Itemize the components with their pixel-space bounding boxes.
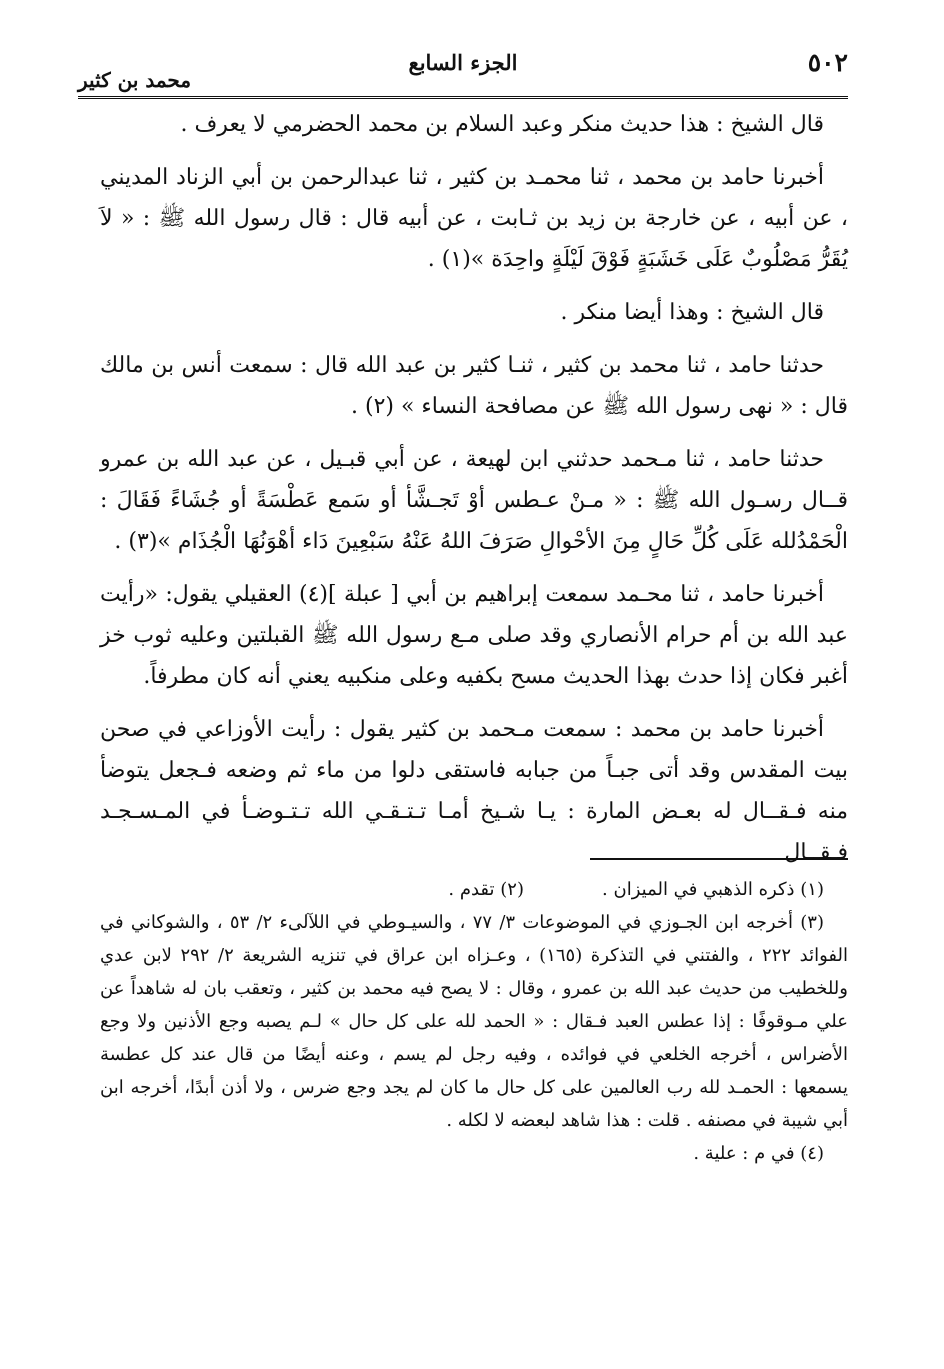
paragraph: أخبرنا حامد ، ثنا محـمد سمعت إبراهيم بن أبي [ عبلة ](٤) العقيلي يقول: «رأيت عبد الله بن أم حرام الأنصاري وقد صلى مـع رسول الله ﷺ القبلتين وعليه ثوب خز أغبر فكان إذا حدث بهذا الحديث مسح بكفيه وعلى منكبيه يعني أنه كان مطرفاً. (100, 582, 848, 689)
page-header (78, 44, 848, 94)
volume-title: الجزء السابع (408, 50, 518, 75)
header-rule (78, 96, 848, 99)
author-name: محمد بن كثير (78, 68, 192, 92)
paragraph: أخبرنا حامد بن محمد : سمعت مـحمد بن كثير يقول : رأيت الأوزاعي في صحن بيت المقدس وقد أتى جبـاً من جبابه فاستقى دلوا من ماء ثم وضعه فـجعل يتوضأ منه فـقــال له بعـض المارة : يـا شـيخ أمـا تـتـقـي الله تـتـوضـأ في المـسـجـد فـقــال (100, 717, 848, 865)
paragraph: قال الشيخ : وهذا أيضا منكر . (560, 300, 824, 325)
footnote-3: (٣) أخرجه ابن الجـوزي في الموضوعات ٣/ ٧٧ ، والسيـوطي في اللآلىء ٢/ ٥٣ ، والشوكاني في الفوائد ٢٢٢ ، والفتني في التذكرة (١٦٥) ، وعـزاه ابن عراق في تنزيه الشريعة ٢/ ٢٩٢ لابن عدي وللخطيب من حديث عبد الله بن عمرو ، وقال : لا يصح فيه محمد بن كثير ، وتعقب بان له شاهداً عن علي مـوقوفًا : إذا عطس العبد فـقال : « الحمد لله على كل حال » لـم يصبه وجع الأذنين ولا وجع الأضراس ، أخرجه الخلعي في فوائده ، وفيه رجل لم يسم ، وعنه أيضًا من قال عند كل عطسة يسمعها : الحمـد لله رب العالمين على كل حال ما كان لم يجد وجع ضرس ، ولا أذن أبدًا، أخرجه ابن أبي شيبة في مصنفه . قلت : هذا شاهد لبعضه لا لكله . (100, 912, 848, 1131)
page-number: ٥٠٢ (807, 48, 848, 77)
footnote-2: (٢) تقدم . (448, 879, 524, 900)
paragraph: حدثنا حامد ، ثنا محمد بن كثير ، ثنـا كثير بن عبد الله قال : سمعت أنس بن مالك قال : « نهى رسول الله ﷺ عن مصافحة النساء » (٢) . (100, 353, 848, 419)
footnote-4: (٤) في م : علية . (693, 1143, 824, 1164)
footnotes (100, 873, 848, 1170)
paragraph: قال الشيخ : هذا حديث منكر وعبد السلام بن محمد الحضرمي لا يعرف . (180, 112, 824, 137)
footnote-row (100, 873, 848, 906)
footnote-1: (١) ذكره الذهبي في الميزان . (602, 879, 824, 900)
main-text (100, 104, 848, 885)
paragraph: حدثنا حامد ، ثنا مـحمد حدثني ابن لهيعة ، عن أبي قبـيل ، عن عبد الله بن عمرو قــال رسـول الله ﷺ : « مـنْ عـطس أوْ تَجـشَّأ أو سَمع عَطْسَةً أو جُشَاءً فَقَالَ : الْحَمْدُلله عَلَى كُلِّ حَالٍ مِنَ الأحْوالِ صَرَفَ اللهُ عَنْهُ سَبْعِينَ دَاء أهْوَنُهَا الْجُذَام »(٣) . (100, 447, 848, 554)
footnote-separator (590, 858, 848, 860)
paragraph: أخبرنا حامد بن محمد ، ثنا محمـد بن كثير ، ثنا عبدالرحمن بن أبي الزناد المديني ، عن أبيه ، عن خارجة بن زيد بن ثـابت ، عن أبيه قال : قال رسول الله ﷺ : « لاَ يُقَرُّ مَصْلُوبٌ عَلَى خَشَبَةٍ فَوْقَ لَيْلَةٍ واحِدَة »(١) . (100, 165, 848, 272)
